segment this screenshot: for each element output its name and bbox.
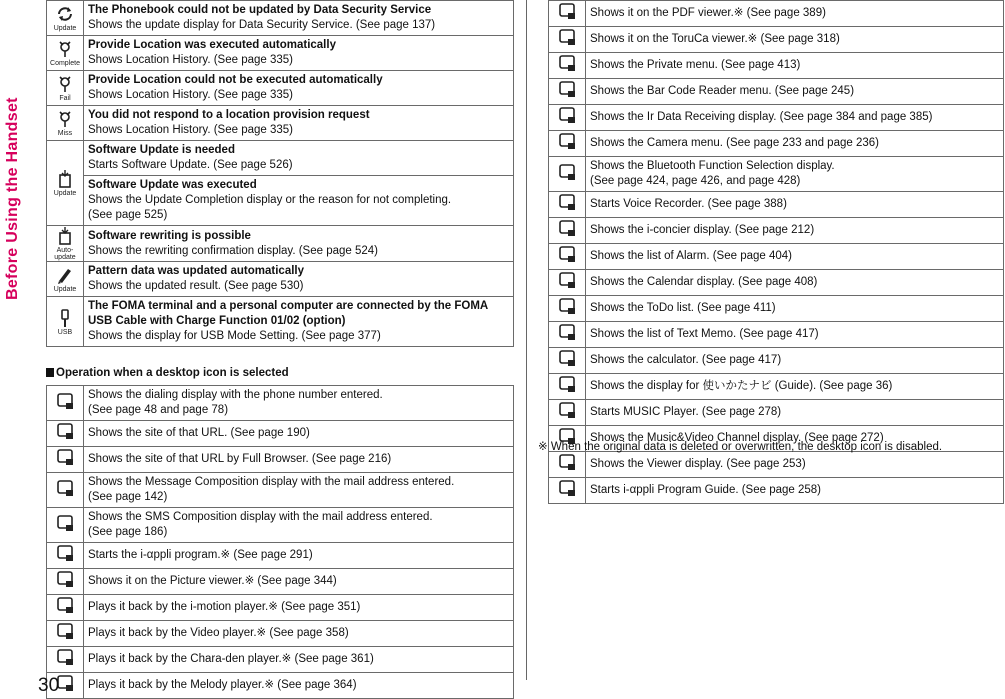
icon-cell [549, 244, 586, 270]
row-description: Plays it back by the Melody player.※ (See page 364) [88, 679, 357, 691]
icon-caption: USB [57, 328, 73, 336]
table-row [47, 447, 514, 473]
row-description: Plays it back by the Video player.※ (See page 358) [88, 627, 349, 639]
table-row [549, 348, 1004, 374]
icon-cell [47, 569, 84, 595]
viewer-display-icon-glyph [557, 452, 577, 472]
description-cell [586, 296, 1004, 322]
row-description: Starts Software Update. (See page 526) [88, 159, 293, 171]
imotion-player-icon [55, 595, 75, 615]
notification-icon-table [46, 0, 514, 347]
icon-cell [549, 478, 586, 504]
alarm-bell-icon [557, 244, 577, 264]
icon-cell [549, 53, 586, 79]
location-satellite-icon [50, 39, 80, 67]
location-satellite-icon-glyph [55, 39, 75, 59]
imotion-player-icon-glyph [55, 595, 75, 615]
row-description: (See page 48 and page 78) [88, 404, 229, 416]
row-description: Shows the site of that URL. (See page 190) [88, 427, 310, 439]
full-browser-icon [55, 447, 75, 467]
table-row [47, 543, 514, 569]
icon-cell [47, 447, 84, 473]
icon-cell [47, 595, 84, 621]
description-cell [84, 141, 514, 176]
calendar-icon [557, 270, 577, 290]
calculator-icon-glyph [557, 348, 577, 368]
row-description: Shows the i-concier display. (See page 212) [590, 224, 815, 236]
iappli-icon [55, 543, 75, 563]
table-row [549, 105, 1004, 131]
icon-cell [47, 71, 84, 106]
icon-caption: Auto-update [54, 247, 76, 261]
table-row [549, 131, 1004, 157]
software-update-icon-glyph [55, 169, 75, 189]
description-cell [84, 421, 514, 447]
table-row [47, 595, 514, 621]
table-row [549, 53, 1004, 79]
description-cell [586, 478, 1004, 504]
row-title: The Phonebook could not be updated by Data Security Service [88, 4, 432, 16]
location-satellite-icon-glyph [55, 74, 75, 94]
barcode-reader-icon [557, 79, 577, 99]
url-site-icon-glyph [55, 421, 75, 441]
music-player-icon-glyph [557, 400, 577, 420]
viewer-display-icon [557, 452, 577, 472]
icon-cell [549, 157, 586, 192]
table-row [47, 621, 514, 647]
row-description: Starts the i-αppli program.※ (See page 291) [88, 549, 313, 561]
table-row [47, 508, 514, 543]
full-browser-icon-glyph [55, 447, 75, 467]
section-heading [46, 367, 289, 379]
description-cell [84, 673, 514, 699]
row-description: Shows Location History. (See page 335) [88, 89, 293, 101]
table-row [549, 79, 1004, 105]
table-row [549, 478, 1004, 504]
row-title: Pattern data was updated automatically [88, 265, 305, 277]
camera-icon [557, 131, 577, 151]
icon-caption: Complete [50, 60, 80, 67]
icon-cell [549, 374, 586, 400]
mail-compose-icon-glyph [55, 478, 75, 498]
icon-cell [47, 473, 84, 508]
icon-cell [47, 543, 84, 569]
video-player-icon [55, 621, 75, 641]
section-heading-text: Operation when a desktop icon is selected [56, 367, 289, 379]
table-row [549, 218, 1004, 244]
table-row [47, 226, 514, 262]
description-cell [586, 322, 1004, 348]
row-description: Shows the dialing display with the phone number entered. [88, 389, 383, 401]
row-title: Software rewriting is possible [88, 229, 251, 242]
page-number: 30 [38, 675, 60, 696]
row-description: Shows the Message Composition display with the mail address entered. [88, 476, 455, 488]
description-cell [586, 400, 1004, 426]
row-description: Shows the display for USB Mode Setting. (See page 377) [88, 330, 381, 342]
table-row [47, 1, 514, 36]
row-description: Starts MUSIC Player. (See page 278) [590, 406, 782, 418]
icon-cell [47, 621, 84, 647]
row-description: Shows it on the PDF viewer.※ (See page 389) [590, 7, 826, 19]
row-description: Shows the calculator. (See page 417) [590, 354, 782, 366]
row-description: Plays it back by the i-motion player.※ (See page 351) [88, 601, 361, 613]
software-update-icon [54, 169, 77, 197]
description-cell [84, 543, 514, 569]
icon-cell [47, 36, 84, 71]
table-row [549, 192, 1004, 218]
toruca-viewer-icon [557, 27, 577, 47]
table-row [47, 262, 514, 297]
icon-cell [549, 1, 586, 27]
chara-den-icon-glyph [55, 647, 75, 667]
description-cell [84, 447, 514, 473]
usb-cable-icon [55, 308, 75, 336]
sms-compose-icon [55, 513, 75, 533]
row-description: Shows the Viewer display. (See page 253) [590, 458, 806, 470]
icon-cell [549, 79, 586, 105]
icon-cell [549, 131, 586, 157]
location-satellite-icon-glyph [55, 109, 75, 129]
row-description: Shows the rewriting confirmation display. (See page 524) [88, 244, 378, 257]
row-description: Shows the site of that URL by Full Browser. (See page 216) [88, 453, 392, 465]
description-cell [84, 71, 514, 106]
description-cell [586, 374, 1004, 400]
private-menu-icon [557, 53, 577, 73]
icon-cell [47, 508, 84, 543]
description-cell [586, 131, 1004, 157]
table-row [47, 386, 514, 421]
icon-cell [47, 1, 84, 36]
description-cell [586, 27, 1004, 53]
description-cell [84, 36, 514, 71]
row-title: Provide Location could not be executed automatically [88, 74, 383, 86]
table-row [549, 322, 1004, 348]
table-row [549, 27, 1004, 53]
row-description: Shows the updated result. (See page 530) [88, 280, 304, 292]
icon-cell [549, 348, 586, 374]
description-cell [84, 1, 514, 36]
table-row [47, 647, 514, 673]
description-cell [586, 79, 1004, 105]
chara-den-icon [55, 647, 75, 667]
mail-compose-icon [55, 478, 75, 498]
desktop-icon-table-right [548, 0, 1004, 504]
table-row [47, 176, 514, 226]
description-cell [84, 595, 514, 621]
table-row [47, 36, 514, 71]
pattern-data-icon-glyph [55, 265, 75, 285]
description-cell [84, 647, 514, 673]
icon-cell [47, 106, 84, 141]
text-memo-icon [557, 322, 577, 342]
bluetooth-icon-glyph [557, 162, 577, 182]
table-row [47, 421, 514, 447]
table-row [47, 71, 514, 106]
todo-list-icon-glyph [557, 296, 577, 316]
phone-dial-icon [55, 391, 75, 411]
software-rewrite-icon-glyph [55, 226, 75, 246]
row-description: (See page 525) [88, 209, 168, 221]
description-cell [84, 473, 514, 508]
row-description: Shows the Bluetooth Function Selection display. [590, 160, 835, 172]
row-description: Shows it on the ToruCa viewer.※ (See page 318) [590, 33, 840, 45]
barcode-reader-icon-glyph [557, 79, 577, 99]
icon-cell [549, 400, 586, 426]
row-description: Shows it on the Picture viewer.※ (See page 344) [88, 575, 337, 587]
icon-cell [549, 27, 586, 53]
table-row [549, 157, 1004, 192]
icon-cell [47, 421, 84, 447]
todo-list-icon [557, 296, 577, 316]
row-description: Shows Location History. (See page 335) [88, 54, 293, 66]
video-player-icon-glyph [55, 621, 75, 641]
side-tab-label: Before Using the Handset [4, 97, 21, 300]
pdf-viewer-icon-glyph [557, 1, 577, 21]
desktop-icon-table-left [46, 385, 514, 699]
row-title: You did not respond to a location provision request [88, 109, 370, 121]
voice-recorder-icon [557, 192, 577, 212]
icon-cell [47, 262, 84, 297]
row-description: Shows the Calendar display. (See page 408) [590, 276, 818, 288]
bullet-square-icon [46, 368, 54, 377]
icon-cell [549, 322, 586, 348]
icon-cell [549, 218, 586, 244]
row-description: Shows the Ir Data Receiving display. (See page 384 and page 385) [590, 111, 933, 123]
update-sync-icon-glyph [55, 4, 75, 24]
row-description: Shows the list of Alarm. (See page 404) [590, 250, 792, 262]
table-row [549, 270, 1004, 296]
i-concier-icon [557, 218, 577, 238]
description-cell [84, 297, 514, 347]
toruca-viewer-icon-glyph [557, 27, 577, 47]
table-row [549, 400, 1004, 426]
table-row [47, 106, 514, 141]
description-cell [586, 53, 1004, 79]
table-row [47, 569, 514, 595]
table-row [549, 374, 1004, 400]
software-rewrite-icon [47, 226, 83, 261]
calendar-icon-glyph [557, 270, 577, 290]
music-player-icon [557, 400, 577, 420]
row-description: (See page 142) [88, 491, 168, 503]
row-description: Starts Voice Recorder. (See page 388) [590, 198, 787, 210]
description-cell [84, 386, 514, 421]
sms-compose-icon-glyph [55, 513, 75, 533]
description-cell [586, 157, 1004, 192]
iappli-guide-icon [557, 478, 577, 498]
icon-cell [549, 452, 586, 478]
row-description: Shows the Music&Video Channel display. (See page 272) [590, 432, 884, 444]
column-divider [526, 0, 527, 680]
i-concier-icon-glyph [557, 218, 577, 238]
description-cell [84, 569, 514, 595]
location-satellite-icon [55, 74, 75, 102]
row-description: Shows the display for 使いかたナビ (Guide). (See page 36) [590, 380, 893, 392]
ir-data-icon-glyph [557, 105, 577, 125]
description-cell [586, 218, 1004, 244]
description-cell [586, 270, 1004, 296]
row-title: Provide Location was executed automatically [88, 39, 336, 51]
pdf-viewer-icon [557, 1, 577, 21]
icon-caption: Update [53, 286, 77, 293]
row-title: Software Update was executed [88, 179, 257, 191]
row-description: Shows the update display for Data Security Service. (See page 137) [88, 19, 436, 31]
description-cell [84, 508, 514, 543]
description-cell [84, 621, 514, 647]
picture-viewer-icon-glyph [55, 569, 75, 589]
text-memo-icon-glyph [557, 322, 577, 342]
icon-cell [549, 192, 586, 218]
table-row [47, 673, 514, 699]
table-row [549, 452, 1004, 478]
calculator-icon [557, 348, 577, 368]
location-satellite-icon [55, 109, 75, 137]
row-description: (See page 186) [88, 526, 168, 538]
icon-cell [549, 270, 586, 296]
usb-cable-icon-glyph [55, 308, 75, 328]
iappli-icon-glyph [55, 543, 75, 563]
description-cell [586, 452, 1004, 478]
row-description: Shows the Camera menu. (See page 233 and page 236) [590, 137, 879, 149]
icon-caption: Fail [59, 95, 71, 102]
icon-cell [47, 647, 84, 673]
description-cell [84, 176, 514, 226]
phone-dial-icon-glyph [55, 391, 75, 411]
icon-cell [47, 226, 84, 262]
row-description: Plays it back by the Chara-den player.※ (See page 361) [88, 653, 374, 665]
side-tab [0, 0, 30, 340]
table-row [549, 1, 1004, 27]
picture-viewer-icon [55, 569, 75, 589]
update-sync-icon [54, 4, 77, 32]
footnote: ※ When the original data is deleted or overwritten, the desktop icon is disabled. [538, 441, 943, 453]
pattern-data-icon [54, 265, 77, 293]
row-description: Shows the list of Text Memo. (See page 417) [590, 328, 819, 340]
icon-caption: Update [53, 25, 77, 32]
row-description: Shows the SMS Composition display with the mail address entered. [88, 511, 433, 523]
url-site-icon [55, 421, 75, 441]
icon-cell [47, 386, 84, 421]
table-row [47, 297, 514, 347]
description-cell [84, 226, 514, 262]
row-title: The FOMA terminal and a personal computer are connected by the FOMA USB Cable with Charge Function 01/02 (option) [88, 300, 488, 327]
icon-cell [47, 297, 84, 347]
icon-cell [47, 141, 84, 226]
icon-caption: Miss [57, 130, 73, 137]
table-row [47, 473, 514, 508]
bluetooth-icon [557, 162, 577, 182]
guide-icon-glyph [557, 374, 577, 394]
row-description: Shows the Update Completion display or the reason for not completing. [88, 194, 452, 206]
table-row [549, 296, 1004, 322]
voice-recorder-icon-glyph [557, 192, 577, 212]
iappli-guide-icon-glyph [557, 478, 577, 498]
table-row [47, 141, 514, 176]
guide-icon [557, 374, 577, 394]
row-description: Shows the ToDo list. (See page 411) [590, 302, 776, 314]
description-cell [84, 262, 514, 297]
description-cell [586, 348, 1004, 374]
icon-cell [549, 105, 586, 131]
row-title: Software Update is needed [88, 144, 235, 156]
row-description: Shows the Private menu. (See page 413) [590, 59, 801, 71]
icon-cell [549, 296, 586, 322]
description-cell [586, 1, 1004, 27]
description-cell [586, 244, 1004, 270]
camera-icon-glyph [557, 131, 577, 151]
row-description: Shows Location History. (See page 335) [88, 124, 293, 136]
icon-caption: Update [53, 190, 77, 197]
ir-data-icon [557, 105, 577, 125]
description-cell [586, 192, 1004, 218]
row-description: Starts i-αppli Program Guide. (See page 258) [590, 484, 822, 496]
row-description: Shows the Bar Code Reader menu. (See page 245) [590, 85, 855, 97]
row-description: (See page 424, page 426, and page 428) [590, 175, 801, 187]
alarm-bell-icon-glyph [557, 244, 577, 264]
description-cell [586, 105, 1004, 131]
table-row [549, 244, 1004, 270]
description-cell [84, 106, 514, 141]
private-menu-icon-glyph [557, 53, 577, 73]
